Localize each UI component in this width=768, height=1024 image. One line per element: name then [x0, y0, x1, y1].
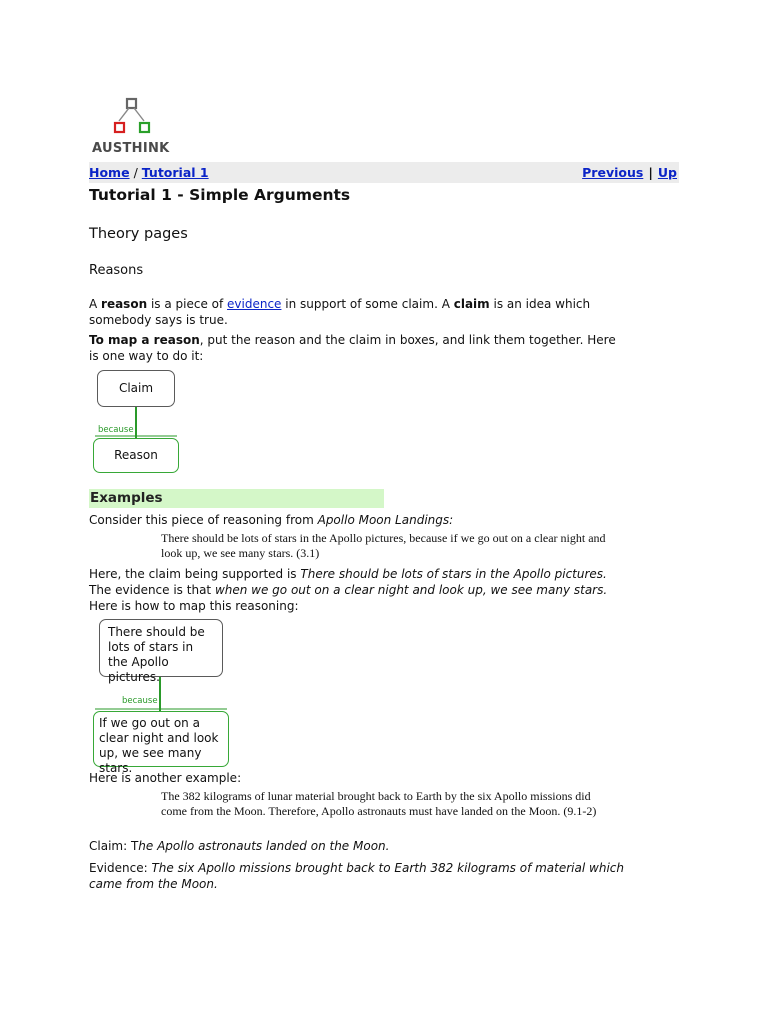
quote-stars: There should be lots of stars in the Apollo pictures, because if we go out on a clear night and look up, we see many stars. (3.1) [161, 531, 606, 560]
because-label: because [98, 425, 134, 435]
breadcrumb-home-link[interactable]: Home [89, 165, 130, 180]
text: in support of some claim. A [281, 297, 454, 311]
reason-box [93, 438, 179, 473]
text: , put the reason and the claim in boxes, and link them together. Here is one way to do it: [89, 333, 616, 363]
quote-apollo: The 382 kilograms of lunar material brought back to Earth by the six Apollo missions did come from the Moon. Therefore, Apollo astronauts must have landed on the Moon. (9.1-2) [161, 789, 597, 818]
page-title: Tutorial 1 - Simple Arguments [89, 186, 351, 204]
source-title: Apollo Moon Landings: [317, 513, 454, 527]
claim-prefix: Claim: T [89, 839, 139, 853]
evidence-link[interactable]: evidence [227, 297, 282, 311]
previous-link[interactable]: Previous [582, 165, 644, 180]
claim-evidence-explanation [89, 566, 629, 614]
because-label: because [122, 696, 158, 706]
text: Here, the claim being supported is [89, 567, 301, 581]
pager-divider: | [648, 165, 653, 180]
claim-box [97, 370, 175, 407]
austhink-logo [92, 95, 182, 159]
section-heading: Reasons [89, 263, 144, 278]
stars-argument-diagram [92, 615, 230, 775]
text: Here is how to map this reasoning: [89, 599, 299, 613]
page-subtitle: Theory pages [89, 226, 188, 242]
reason-term: reason [101, 297, 148, 311]
stars-claim-box [99, 619, 223, 684]
map-reason-term: To map a reason [89, 333, 200, 347]
evidence-italic: when we go out on a clear night and look up, we see many stars. [214, 583, 608, 597]
breadcrumb-tutorial-link[interactable]: Tutorial 1 [141, 165, 209, 180]
consider-line [89, 512, 629, 528]
evidence-line [89, 860, 629, 892]
breadcrumb [89, 165, 209, 180]
reason-label: Reason [114, 448, 158, 462]
claim-reason-diagram [92, 366, 180, 476]
navigation-bar [89, 162, 679, 183]
breadcrumb-separator: / [133, 165, 138, 180]
claim-italic: There should be lots of stars in the Apollo pictures. [300, 567, 607, 581]
stars-reason-box [93, 711, 229, 775]
another-example-line: Here is another example: [89, 771, 242, 785]
text: is a piece of [147, 297, 228, 311]
evidence-text: The six Apollo missions brought back to Earth 382 kilograms of material which came from the Moon. [89, 861, 624, 891]
examples-heading: Examples [89, 489, 384, 508]
up-link[interactable]: Up [657, 165, 677, 180]
stars-reason-text: If we go out on a clear night and look up, we see many stars. [99, 716, 219, 775]
pager [582, 165, 677, 180]
claim-line [89, 838, 629, 854]
claim-text: he Apollo astronauts landed on the Moon. [138, 839, 390, 853]
map-reason-instructions [89, 332, 624, 364]
text: is an idea which somebody says is true. [89, 297, 591, 327]
logo-text: AUSTHINK [92, 141, 170, 156]
text: A [89, 297, 102, 311]
claim-term: claim [453, 297, 490, 311]
claim-label: Claim [118, 381, 154, 395]
evidence-prefix: Evidence: [89, 861, 152, 875]
reason-definition [89, 296, 624, 328]
text: The evidence is that [89, 583, 215, 597]
stars-claim-text: There should be lots of stars in the Apollo pictures. [108, 625, 205, 684]
text: Consider this piece of reasoning from [89, 513, 318, 527]
logo-graphic-icon [92, 95, 172, 139]
